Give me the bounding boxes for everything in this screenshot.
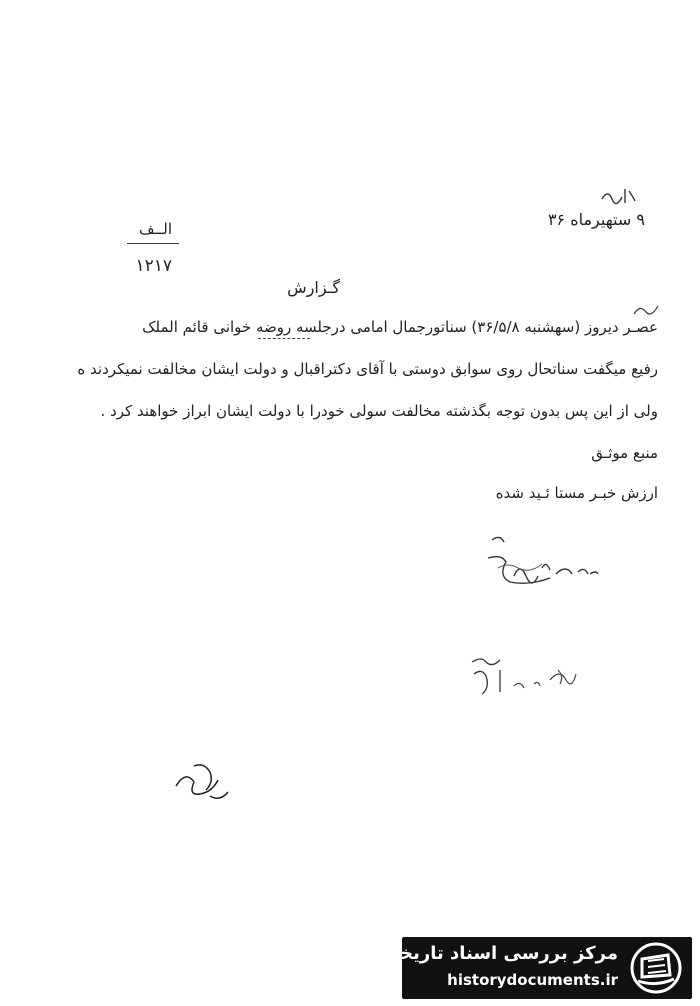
source-line: منبع موثـق: [591, 444, 658, 462]
watermark-title: مرکز بررسی اسناد تاریخی: [381, 943, 618, 964]
handwritten-date-mark: [598, 185, 638, 207]
document-title: گـزارش: [287, 278, 340, 297]
body-line-3: ولی از این پس بدون توجه بگذشته مخالفت سولی خودرا با دولت ایشان ابراز خواهند کرد .: [100, 402, 658, 420]
handwritten-note-2: [454, 650, 584, 700]
body-line-1: عصـر دیروز (سهشنبه ۳۶/۵/۸) سناتورجمال امامی درجلسه روضه خوانی قائم الملک: [142, 318, 658, 336]
archive-watermark: [381, 937, 692, 999]
classification-underline: [127, 243, 179, 244]
handwritten-initials: [166, 756, 236, 810]
body-line-2: رفیع میگفت سناتحال روی سوابق دوستی با آقای دکتراقبال و دولت ایشان مخالفت نمیکردند ه: [77, 360, 658, 378]
document-number: ۱۲۱۷: [135, 256, 172, 276]
archive-logo-icon: [628, 941, 684, 995]
classification-label: الــف: [138, 220, 172, 238]
watermark-url: historydocuments.ir: [447, 971, 618, 989]
name-underline: [258, 338, 310, 339]
assessment-line: ارزش خبـر مستا ئـید شده: [495, 484, 658, 502]
handwritten-signature-1: [478, 528, 608, 598]
date-text: ۹ ستهیرماه ۳۶: [547, 210, 645, 229]
handwritten-correction-mark: [632, 302, 660, 318]
